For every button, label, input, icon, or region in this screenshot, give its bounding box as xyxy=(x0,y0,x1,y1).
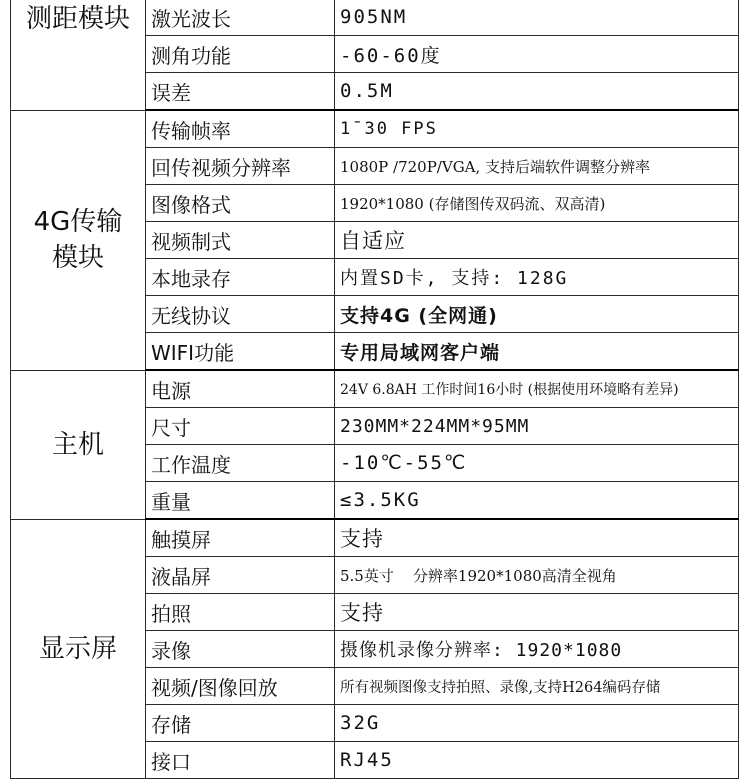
row-label: 视频/图像回放 xyxy=(146,668,335,705)
row-value: RJ45 xyxy=(335,742,739,779)
row-label: 工作温度 xyxy=(146,445,335,482)
table-row xyxy=(11,519,739,557)
row-label: 测角功能 xyxy=(146,36,335,73)
row-label: 误差 xyxy=(146,73,335,111)
row-value: 230MM*224MM*95MM xyxy=(335,408,739,445)
row-value: 摄像机录像分辨率: 1920*1080 xyxy=(335,631,739,668)
row-label: 液晶屏 xyxy=(146,557,335,594)
row-label: 接口 xyxy=(146,742,335,779)
row-label: 激光波长 xyxy=(146,0,335,36)
row-value: 1080P /720P/VGA, 支持后端软件调整分辨率 xyxy=(335,148,739,185)
row-value: 支持 xyxy=(335,594,739,631)
row-label: 图像格式 xyxy=(146,185,335,222)
row-value: 专用局域网客户端 xyxy=(335,333,739,371)
row-value: 0.5M xyxy=(335,73,739,111)
row-value: 支持4G (全网通) xyxy=(335,296,739,333)
row-value: 自适应 xyxy=(335,222,739,259)
row-label: WIFI功能 xyxy=(146,333,335,371)
row-value: 24V 6.8AH 工作时间16小时 (根据使用环境略有差异) xyxy=(335,370,739,408)
row-label: 电源 xyxy=(146,370,335,408)
spec-table xyxy=(10,0,739,779)
row-label: 回传视频分辨率 xyxy=(146,148,335,185)
row-value: -10℃-55℃ xyxy=(335,445,739,482)
row-label: 本地录存 xyxy=(146,259,335,296)
row-label: 尺寸 xyxy=(146,408,335,445)
row-label: 触摸屏 xyxy=(146,519,335,557)
row-label: 无线协议 xyxy=(146,296,335,333)
row-label: 录像 xyxy=(146,631,335,668)
table-row xyxy=(11,0,739,36)
row-value: 所有视频图像支持拍照、录像,支持H264编码存储 xyxy=(335,668,739,705)
row-value: 32G xyxy=(335,705,739,742)
table-row xyxy=(11,370,739,408)
row-value: 支持 xyxy=(335,519,739,557)
row-value: -60-60度 xyxy=(335,36,739,73)
row-label: 视频制式 xyxy=(146,222,335,259)
row-value: 1¯30 FPS xyxy=(335,110,739,148)
row-label: 传输帧率 xyxy=(146,110,335,148)
row-value: 1920*1080 (存储图传双码流、双高清) xyxy=(335,185,739,222)
category-4g-transmission: 4G传输模块 xyxy=(11,110,146,370)
row-label: 拍照 xyxy=(146,594,335,631)
category-display: 显示屏 xyxy=(11,519,146,779)
category-ranging-module: 测距模块 xyxy=(11,0,146,110)
row-label: 重量 xyxy=(146,482,335,520)
row-value: ≤3.5KG xyxy=(335,482,739,520)
row-label: 存储 xyxy=(146,705,335,742)
category-host: 主机 xyxy=(11,370,146,519)
row-value: 5.5英寸 分辨率1920*1080高清全视角 xyxy=(335,557,739,594)
row-value: 内置SD卡, 支持: 128G xyxy=(335,259,739,296)
table-row xyxy=(11,110,739,148)
row-value: 905NM xyxy=(335,0,739,36)
